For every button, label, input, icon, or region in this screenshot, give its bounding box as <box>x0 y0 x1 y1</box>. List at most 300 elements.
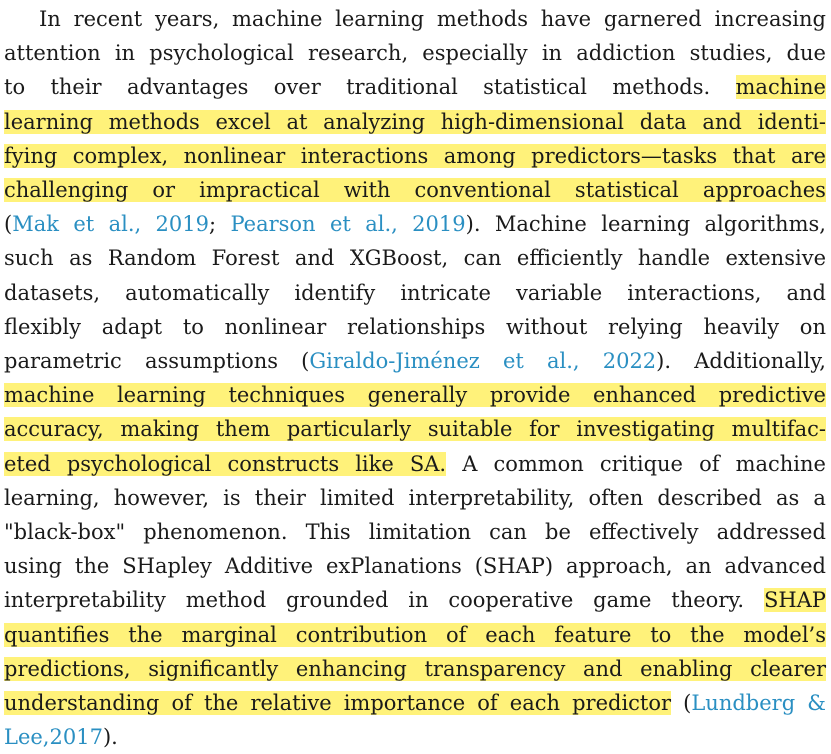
text-run: can <box>463 246 502 271</box>
word <box>750 652 826 686</box>
text-run: recent <box>73 7 143 31</box>
text-run: algorithms, <box>704 212 826 237</box>
word <box>4 618 128 652</box>
text-run: ( <box>301 349 310 373</box>
text-line <box>4 686 826 720</box>
highlighted-text: constructs <box>227 452 355 476</box>
highlighted-text: methods <box>109 110 216 134</box>
word <box>593 583 651 617</box>
word <box>724 549 826 583</box>
text-run: SHapley <box>122 554 212 579</box>
word <box>347 310 485 344</box>
text-run: parametric <box>4 349 122 373</box>
text-run: especially <box>422 41 528 66</box>
text-run: method <box>185 588 267 613</box>
highlighted-text: SA. <box>409 451 447 476</box>
text-line <box>4 447 826 481</box>
highlighted-text: excel <box>216 110 287 134</box>
word <box>554 618 650 652</box>
word <box>4 378 117 412</box>
highlighted-text: of <box>446 623 485 647</box>
word <box>446 618 485 652</box>
text-run: handle <box>637 246 711 271</box>
word <box>490 378 593 412</box>
text-run: interpretability, <box>408 485 575 510</box>
word <box>4 481 100 515</box>
text-run: identify <box>294 280 376 305</box>
text-run: phenomenon. <box>143 520 288 544</box>
text-run: can <box>489 520 527 544</box>
word <box>109 207 142 241</box>
text-run: learning <box>335 7 425 31</box>
highlighted-text: quantifies <box>4 623 128 647</box>
highlighted-text: particularly <box>287 417 428 441</box>
highlighted-text: are <box>790 143 826 168</box>
text-line <box>4 412 826 446</box>
text-run: heavily <box>703 314 780 339</box>
word <box>608 310 683 344</box>
highlighted-text: predictors—tasks <box>531 144 732 168</box>
word <box>743 618 826 652</box>
highlighted-text: importance <box>344 691 478 715</box>
word <box>369 515 471 549</box>
text-run: without <box>506 314 588 339</box>
word <box>184 139 301 173</box>
highlighted-text: of <box>477 691 510 715</box>
text-run: on <box>799 314 826 339</box>
text-run: learning, <box>4 485 100 510</box>
word <box>4 139 73 173</box>
text-run: over <box>273 75 321 100</box>
word <box>4 447 67 481</box>
text-run: as <box>776 485 800 510</box>
highlighted-text: enhancing <box>296 657 425 681</box>
highlighted-text: model’s <box>743 622 826 647</box>
highlighted-text: enabling <box>640 657 750 681</box>
word <box>683 686 795 720</box>
word <box>412 207 480 241</box>
text-run: years, <box>154 7 220 31</box>
text-run: In <box>39 7 61 31</box>
highlighted-text: among <box>444 144 531 168</box>
highlighted-text: contribution <box>296 623 446 647</box>
text-run: addressed <box>716 520 826 544</box>
text-run: ( <box>4 212 13 237</box>
word <box>541 2 591 36</box>
word <box>604 2 702 36</box>
word <box>287 412 428 446</box>
text-run: This <box>305 520 351 544</box>
highlighted-text: to <box>650 623 690 647</box>
word <box>286 105 323 139</box>
text-run: however, <box>113 485 209 510</box>
highlighted-text: data <box>640 110 703 134</box>
citation-link[interactable]: al., <box>365 212 398 237</box>
text-run: their <box>254 485 306 510</box>
word <box>588 481 643 515</box>
word <box>186 583 266 617</box>
word <box>225 310 327 344</box>
word <box>69 241 92 275</box>
citation-link[interactable]: 2022 <box>602 349 657 373</box>
word <box>477 686 510 720</box>
word <box>703 310 779 344</box>
word <box>800 310 826 344</box>
highlighted-text: feature <box>554 623 650 647</box>
highlighted-text: analyzing <box>323 110 441 134</box>
highlighted-text: enhanced <box>593 383 719 407</box>
word <box>764 583 826 617</box>
text-line <box>4 583 826 617</box>
text-run: using <box>4 554 62 579</box>
text-run: described <box>657 485 762 510</box>
text-run: exPlanations <box>325 554 462 579</box>
highlighted-text: learning <box>4 110 109 134</box>
citation-link[interactable]: & <box>807 691 826 715</box>
highlighted-text: challenging <box>4 178 152 202</box>
word <box>409 481 575 515</box>
word <box>601 207 690 241</box>
highlighted-text: statistical <box>575 178 703 202</box>
text-run: research, <box>307 41 409 66</box>
word <box>813 481 826 515</box>
word <box>120 412 216 446</box>
word <box>355 447 410 481</box>
word <box>545 515 571 549</box>
word <box>171 686 204 720</box>
highlighted-text: SHAP <box>763 588 826 613</box>
text-run: addiction <box>576 41 676 66</box>
word <box>603 344 671 378</box>
text-line <box>4 173 826 207</box>
word <box>719 378 826 412</box>
text-run: and <box>294 246 335 271</box>
text-line <box>4 378 826 412</box>
highlighted-text: predictions, <box>4 657 148 681</box>
word <box>547 344 580 378</box>
text-run: ). <box>102 725 118 750</box>
word <box>464 241 502 275</box>
text-run: interactions, <box>627 280 762 305</box>
text-run: variable <box>515 280 603 305</box>
word <box>776 481 799 515</box>
word <box>717 515 826 549</box>
citation-link[interactable]: 2019 <box>155 212 209 237</box>
highlighted-text: learning <box>117 383 228 407</box>
text-run: advanced <box>724 554 826 579</box>
word <box>576 412 731 446</box>
text-run: game <box>593 588 652 613</box>
text-run: studies, <box>689 41 773 66</box>
text-run: efficiently <box>516 246 623 271</box>
text-run: relationships <box>347 314 486 339</box>
word <box>152 173 199 207</box>
word <box>531 139 732 173</box>
word <box>181 618 295 652</box>
word <box>448 583 573 617</box>
word <box>627 276 761 310</box>
word <box>114 481 209 515</box>
highlighted-text: or <box>152 178 199 202</box>
word <box>400 276 491 310</box>
citation-link[interactable]: et <box>329 212 351 237</box>
text-line <box>4 652 826 686</box>
word <box>4 720 49 754</box>
citation-link[interactable]: Pearson <box>230 212 316 237</box>
word <box>306 515 351 549</box>
word <box>296 618 446 652</box>
citation-link[interactable]: Giraldo-Jiménez <box>309 349 480 373</box>
word <box>323 105 441 139</box>
word <box>690 618 743 652</box>
word <box>589 515 699 549</box>
word <box>4 652 148 686</box>
text-run: XGBoost, <box>349 246 449 271</box>
word <box>4 412 120 446</box>
citation-link[interactable]: al., <box>546 349 580 373</box>
highlighted-text: making <box>120 417 216 441</box>
word <box>441 105 640 139</box>
text-run: Forest <box>211 246 280 271</box>
word <box>593 378 719 412</box>
text-line <box>4 70 826 104</box>
word <box>732 412 826 446</box>
word <box>67 447 228 481</box>
word <box>49 720 117 754</box>
text-run: advantages <box>126 75 249 100</box>
word <box>4 583 166 617</box>
text-run: flexibly <box>4 314 82 339</box>
text-line <box>4 276 826 310</box>
text-run: approach, <box>566 554 673 579</box>
text-run: a <box>813 485 826 510</box>
word <box>39 2 61 36</box>
word <box>145 344 278 378</box>
text-run: "black-box" <box>4 520 126 544</box>
highlighted-text: transparency <box>424 657 583 681</box>
word <box>408 583 428 617</box>
word <box>657 481 761 515</box>
highlighted-text: techniques <box>228 383 367 407</box>
text-run: extensive <box>725 246 826 271</box>
word <box>228 378 367 412</box>
word <box>703 173 826 207</box>
highlighted-text: the <box>128 623 181 647</box>
word <box>415 173 575 207</box>
word <box>736 70 826 104</box>
word <box>576 36 675 70</box>
text-run: to <box>4 75 26 100</box>
word <box>156 207 217 241</box>
highlighted-text: predictive <box>718 383 826 408</box>
word <box>308 36 408 70</box>
text-run: statistical <box>483 75 587 100</box>
word <box>216 105 287 139</box>
word <box>510 686 572 720</box>
word <box>368 378 490 412</box>
word <box>640 105 703 139</box>
citation-link[interactable]: Lundberg <box>691 691 796 715</box>
word <box>108 241 196 275</box>
text-run: as <box>69 246 93 271</box>
highlighted-text: interactions <box>301 144 444 168</box>
highlighted-text: eted <box>4 452 67 476</box>
text-line <box>4 139 826 173</box>
word <box>4 207 59 241</box>
highlighted-text: accuracy, <box>4 417 120 441</box>
text-run: learning <box>601 212 691 237</box>
word <box>506 310 587 344</box>
highlighted-text: for <box>529 417 576 441</box>
word <box>489 515 527 549</box>
highlighted-text: fying <box>4 144 73 168</box>
word <box>4 70 25 104</box>
highlighted-text: with <box>344 178 415 202</box>
text-run: and <box>786 280 826 305</box>
highlighted-text: that <box>733 144 791 168</box>
word <box>212 241 280 275</box>
word <box>227 447 355 481</box>
word <box>736 447 826 481</box>
text-run: the <box>74 554 110 579</box>
text-run: to <box>182 314 204 339</box>
highlighted-text: understanding <box>4 691 171 715</box>
highlighted-text: high-dimensional <box>441 110 640 134</box>
text-run: datasets, <box>4 280 101 305</box>
text-run: be <box>545 520 571 544</box>
word <box>4 276 100 310</box>
word <box>733 139 791 173</box>
word <box>230 207 315 241</box>
highlighted-text: generally <box>368 383 490 407</box>
word <box>199 173 344 207</box>
text-run: intricate <box>400 280 491 305</box>
word <box>117 378 228 412</box>
word <box>350 241 448 275</box>
word <box>115 36 135 70</box>
text-run: machine <box>735 451 826 476</box>
word <box>516 276 602 310</box>
text-run: automatically <box>125 280 270 305</box>
text-line <box>4 207 826 241</box>
word <box>572 686 671 720</box>
text-line <box>4 241 826 275</box>
text-run: an <box>685 554 712 579</box>
word <box>640 652 750 686</box>
word <box>109 105 216 139</box>
text-run: ( <box>683 691 692 715</box>
highlighted-text: psychological <box>67 452 228 476</box>
word <box>542 36 562 70</box>
word <box>485 618 554 652</box>
word <box>274 70 321 104</box>
text-line <box>4 2 826 36</box>
highlighted-text: nonlinear <box>184 144 301 168</box>
highlighted-text: impractical <box>199 178 344 202</box>
text-run: limited <box>320 485 395 510</box>
citation-link[interactable]: Lee, <box>4 725 50 750</box>
word <box>4 549 62 583</box>
highlighted-text: at <box>286 110 323 134</box>
highlighted-text: machine <box>4 383 117 407</box>
highlighted-text: investigating <box>576 417 731 441</box>
highlighted-text: each <box>485 623 554 647</box>
highlighted-text: the <box>204 691 251 715</box>
text-run: Additionally, <box>694 349 826 373</box>
word <box>4 310 81 344</box>
word <box>204 686 251 720</box>
word <box>422 36 527 70</box>
word <box>437 2 528 36</box>
text-line <box>4 36 826 70</box>
highlighted-text: approaches <box>702 178 826 202</box>
citation-link[interactable]: al., <box>108 212 142 237</box>
text-run: common <box>493 451 584 476</box>
word <box>330 207 351 241</box>
word <box>143 515 287 549</box>
word <box>75 549 109 583</box>
highlighted-text: identi- <box>757 109 826 134</box>
highlighted-text: significantly <box>148 657 296 681</box>
word <box>225 549 313 583</box>
word <box>686 549 712 583</box>
highlighted-text: like <box>355 452 410 476</box>
word <box>671 583 744 617</box>
text-run: critique <box>599 451 683 476</box>
text-line <box>4 344 826 378</box>
text-run: assumptions <box>144 349 279 373</box>
citation-link[interactable]: et <box>73 212 95 237</box>
word <box>344 686 478 720</box>
text-run: ). <box>656 349 672 373</box>
word <box>493 447 583 481</box>
text-run: machine <box>232 7 323 31</box>
word <box>4 344 122 378</box>
text-run: such <box>4 246 54 271</box>
word <box>503 344 524 378</box>
highlighted-text: clearer <box>750 656 826 681</box>
highlighted-text: and <box>702 110 757 134</box>
text-run: traditional <box>346 75 458 100</box>
citation-link[interactable]: Mak <box>12 212 59 237</box>
word <box>600 447 683 481</box>
highlighted-text: the <box>690 623 743 647</box>
citation-link[interactable]: et <box>502 349 524 373</box>
word <box>320 481 394 515</box>
text-run: in <box>541 41 563 66</box>
word <box>365 207 398 241</box>
word <box>583 652 640 686</box>
word <box>4 105 109 139</box>
word <box>73 207 94 241</box>
word <box>786 276 826 310</box>
text-run: have <box>540 7 592 31</box>
word <box>702 105 757 139</box>
citation-link[interactable]: 2017 <box>49 725 103 750</box>
text-run: garnered <box>603 7 702 31</box>
text-run: limitation <box>368 520 472 544</box>
text-run: ). <box>465 212 481 237</box>
highlighted-text: complex, <box>73 144 184 168</box>
word <box>148 652 296 686</box>
word <box>102 310 162 344</box>
word <box>483 70 587 104</box>
word <box>216 412 287 446</box>
word <box>4 686 171 720</box>
highlighted-text: and <box>583 657 640 681</box>
word <box>301 139 444 173</box>
citation-link[interactable]: 2019 <box>412 212 466 237</box>
